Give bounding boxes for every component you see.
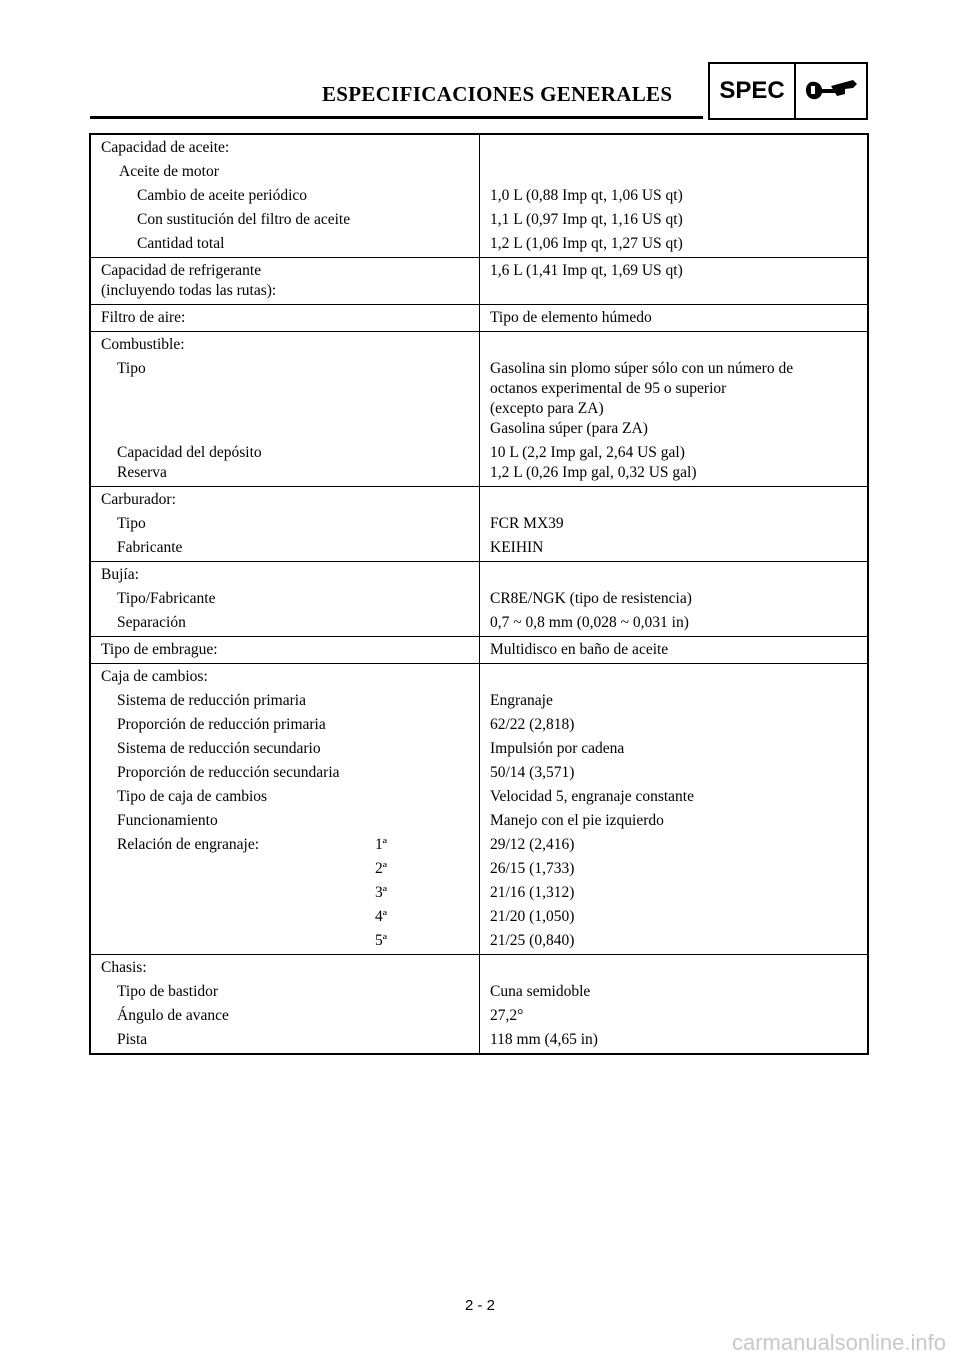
spec-label: SPEC: [710, 64, 796, 118]
spec-label: Capacidad de aceite:: [101, 139, 230, 156]
spec-label: Caja de cambios:: [101, 668, 208, 685]
spark-plug-section: [90, 562, 868, 637]
spec-value: KEIHIN: [490, 539, 544, 556]
spec-label: Combustible:: [101, 336, 185, 353]
spec-label: Cantidad total: [137, 235, 225, 252]
spec-label: Tipo de embrague:: [101, 641, 218, 658]
spec-label: Tipo: [117, 515, 146, 532]
spec-value: 10 L (2,2 Imp gal, 2,64 US gal): [490, 444, 685, 461]
spec-label: Sistema de reducción primaria: [117, 692, 306, 709]
spec-value: Engranaje: [490, 692, 553, 709]
spec-label: Relación de engranaje:: [117, 836, 260, 853]
spec-value: 27,2°: [490, 1007, 524, 1024]
gear-number: 3ª: [375, 884, 388, 901]
spec-value: 1,2 L (0,26 Imp gal, 0,32 US gal): [490, 464, 697, 481]
spec-badge: [708, 62, 868, 120]
spec-value: 21/16 (1,312): [490, 884, 575, 901]
spec-value: 26/15 (1,733): [490, 860, 575, 877]
spec-label: Ángulo de avance: [117, 1007, 229, 1024]
spec-label: Tipo: [117, 360, 146, 377]
watermark: carmanualsonline.info: [731, 1330, 946, 1355]
spec-value: Velocidad 5, engranaje constante: [490, 788, 694, 805]
spec-label: Bujía:: [101, 566, 139, 583]
page-title: ESPECIFICACIONES GENERALES: [322, 82, 673, 106]
spec-value: 50/14 (3,571): [490, 764, 575, 781]
fuel-section: [90, 332, 868, 487]
spec-label: Aceite de motor: [119, 163, 219, 180]
spec-value: (excepto para ZA): [490, 400, 604, 417]
spec-value: Gasolina sin plomo súper sólo con un número de: [490, 360, 794, 377]
spec-label: Reserva: [117, 464, 167, 481]
spec-value: CR8E/NGK (tipo de resistencia): [490, 590, 692, 607]
clutch-section: [90, 637, 868, 664]
spec-value: 1,1 L (0,97 Imp qt, 1,16 US qt): [490, 211, 683, 228]
spec-value: 118 mm (4,65 in): [490, 1031, 598, 1048]
spec-value: Manejo con el pie izquierdo: [490, 812, 664, 829]
header-rule: [90, 116, 703, 119]
spec-label: Pista: [117, 1031, 148, 1048]
spec-value: 29/12 (2,416): [490, 836, 575, 853]
spec-value: 21/20 (1,050): [490, 908, 575, 925]
coolant-capacity-section: [90, 258, 868, 305]
gear-number: 4ª: [375, 908, 388, 925]
spec-label: Carburador:: [101, 491, 176, 508]
spec-value: 1,6 L (1,41 Imp qt, 1,69 US qt): [490, 262, 683, 279]
gear-number: 5ª: [375, 932, 388, 949]
chassis-section: [90, 955, 868, 1055]
gear-number: 2ª: [375, 860, 388, 877]
wrench-icon: [796, 64, 866, 118]
gear-number: 1ª: [375, 836, 388, 853]
oil-capacity-section: [90, 134, 868, 258]
carburetor-section: [90, 487, 868, 562]
spec-label: Tipo/Fabricante: [117, 590, 216, 607]
spec-value: Impulsión por cadena: [490, 740, 625, 757]
spec-label: Proporción de reducción secundaria: [117, 764, 340, 781]
spec-label: (incluyendo todas las rutas):: [101, 282, 277, 299]
spec-value: Tipo de elemento húmedo: [490, 309, 652, 326]
spec-value: 62/22 (2,818): [490, 716, 575, 733]
spec-value: Gasolina súper (para ZA): [490, 420, 648, 437]
transmission-section: [90, 664, 868, 955]
spec-label: Filtro de aire:: [101, 309, 186, 326]
spec-value: 1,0 L (0,88 Imp qt, 1,06 US qt): [490, 187, 683, 204]
spec-label: Capacidad de refrigerante: [101, 262, 262, 279]
spec-value: 21/25 (0,840): [490, 932, 575, 949]
spec-label: Funcionamiento: [117, 812, 218, 829]
spec-label: Tipo de caja de cambios: [117, 788, 268, 805]
spec-value: Cuna semidoble: [490, 983, 591, 1000]
spec-value: octanos experimental de 95 o superior: [490, 380, 727, 397]
spec-label: Fabricante: [117, 539, 183, 556]
spec-value: 0,7 ~ 0,8 mm (0,028 ~ 0,031 in): [490, 614, 689, 631]
spec-label: Tipo de bastidor: [117, 983, 219, 1000]
spec-value: FCR MX39: [490, 515, 564, 532]
spec-label: Con sustitución del filtro de aceite: [137, 211, 351, 228]
spec-label: Chasis:: [101, 959, 147, 976]
page-number: 2 - 2: [464, 1297, 495, 1314]
spec-label: Separación: [117, 614, 186, 631]
spec-value: 1,2 L (1,06 Imp qt, 1,27 US qt): [490, 235, 683, 252]
spec-label: Cambio de aceite periódico: [137, 187, 308, 204]
spec-label: Proporción de reducción primaria: [117, 716, 326, 733]
spec-value: Multidisco en baño de aceite: [490, 641, 669, 658]
spec-label: Sistema de reducción secundario: [117, 740, 321, 757]
air-filter-section: [90, 305, 868, 332]
specifications-table: [89, 133, 869, 1055]
spec-label: Capacidad del depósito: [117, 444, 262, 461]
